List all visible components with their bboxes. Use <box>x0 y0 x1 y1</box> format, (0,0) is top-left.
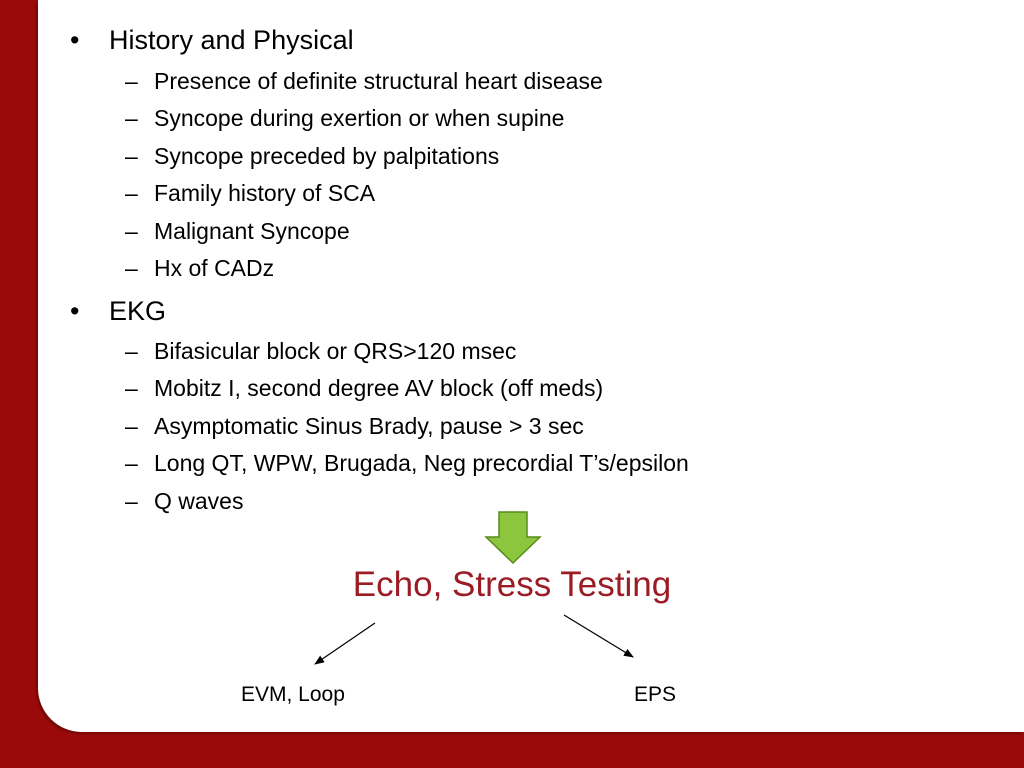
down-arrow-icon <box>486 512 540 563</box>
dash-mark: – <box>125 338 138 364</box>
dash-mark: – <box>125 105 138 131</box>
dash-mark: – <box>125 180 138 206</box>
dash-mark: – <box>125 143 138 169</box>
dash-mark: – <box>125 375 138 401</box>
sub-item-text: Hx of CADz <box>154 255 275 281</box>
left-branch-label: EVM, Loop <box>241 683 345 706</box>
bullet-title: EKG <box>109 296 167 326</box>
dash-mark: – <box>125 488 138 514</box>
sub-item-text: Mobitz I, second degree AV block (off meds) <box>154 375 604 401</box>
dash-mark: – <box>125 68 138 94</box>
sub-item-text: Long QT, WPW, Brugada, Neg precordial T’s/epsilon <box>154 450 689 476</box>
right-branch-label: EPS <box>634 683 677 706</box>
dash-mark: – <box>125 413 138 439</box>
sub-item-text: Malignant Syncope <box>154 218 350 244</box>
sub-item-text: Q waves <box>154 488 244 514</box>
dash-mark: – <box>125 218 138 244</box>
sub-item-text: Syncope preceded by palpitations <box>154 143 500 169</box>
bullet-mark: • <box>70 25 80 55</box>
sub-item-text: Family history of SCA <box>154 180 376 206</box>
result-heading: Echo, Stress Testing <box>352 565 672 604</box>
sub-item-text: Asymptomatic Sinus Brady, pause > 3 sec <box>154 413 584 439</box>
bullet-mark: • <box>70 296 80 326</box>
bullet-title: History and Physical <box>109 25 354 55</box>
diagonal-arrow-right-icon <box>564 615 633 657</box>
dash-mark: – <box>125 255 138 281</box>
sub-item-text: Syncope during exertion or when supine <box>154 105 565 131</box>
sub-item-text: Presence of definite structural heart disease <box>154 68 603 94</box>
sub-item-text: Bifasicular block or QRS>120 msec <box>154 338 517 364</box>
diagonal-arrow-left-icon <box>315 623 375 664</box>
dash-mark: – <box>125 450 138 476</box>
